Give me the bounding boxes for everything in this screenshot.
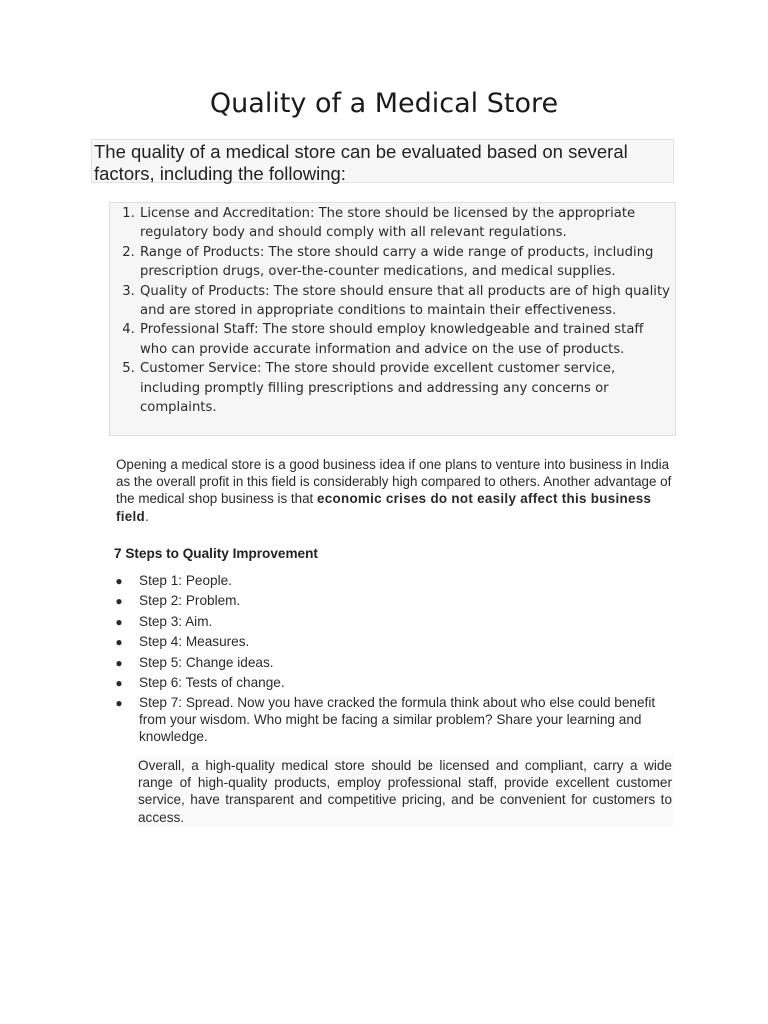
business-paragraph bbox=[116, 456, 674, 525]
bullet-icon: ● bbox=[115, 696, 123, 711]
bullet-icon: ● bbox=[115, 614, 123, 629]
step-text: Step 5: Change ideas. bbox=[139, 654, 274, 670]
factors-list bbox=[110, 204, 671, 417]
step-text: Step 6: Tests of change. bbox=[139, 674, 285, 690]
bullet-icon: ● bbox=[115, 574, 123, 588]
step-item bbox=[114, 655, 674, 672]
factor-item: 5. Customer Service: The store should provide excellent customer service, including promptly filling prescriptions and addressing any concerns or complaints. bbox=[139, 359, 671, 417]
step-text: Step 3: Aim. bbox=[139, 613, 213, 629]
summary-paragraph: Overall, a high-quality medical store should be licensed and compliant, carry a wide range of high-quality products, employ professional staff, provide excellent customer service, have transparent and competitive pricing, and be convenient for customers to access. bbox=[136, 756, 674, 827]
intro-text: The quality of a medical store can be evaluated based on several factors, including the following: bbox=[91, 139, 674, 183]
factor-item: 4. Professional Staff: The store should employ knowledgeable and trained staff who can provide accurate information and advice on the use of products. bbox=[139, 320, 671, 359]
step-item bbox=[114, 634, 674, 651]
factor-item: 1. License and Accreditation: The store should be licensed by the appropriate regulatory body and should comply with all relevant regulations. bbox=[139, 204, 671, 243]
page-title: Quality of a Medical Store bbox=[209, 88, 559, 119]
steps-list bbox=[114, 573, 674, 749]
factor-item: 2. Range of Products: The store should carry a wide range of products, including prescription drugs, over-the-counter medications, and medical supplies. bbox=[139, 243, 671, 282]
step-item bbox=[114, 614, 674, 631]
step-item bbox=[114, 695, 674, 745]
bullet-icon: ● bbox=[115, 594, 123, 609]
step-item bbox=[114, 573, 674, 590]
steps-heading: 7 Steps to Quality Improvement bbox=[114, 546, 318, 561]
step-text: Step 4: Measures. bbox=[139, 634, 250, 650]
step-text: Step 1: People. bbox=[139, 573, 232, 588]
bullet-icon: ● bbox=[115, 635, 123, 650]
paragraph-text: Opening a medical store is a good business idea if one plans to venture into business in India as the overall profit in this field is considerably high compared to others. Another advantage of the medical shop business is that bbox=[116, 457, 672, 507]
step-item bbox=[114, 675, 674, 692]
bullet-icon: ● bbox=[115, 675, 123, 690]
paragraph-bold-text: economic crises do not easily affect this business field bbox=[116, 491, 652, 524]
step-text: Step 7: Spread. Now you have cracked the formula think about who else could benefit from your wisdom. Who might be facing a similar problem? Share your learning and knowledge. bbox=[139, 695, 656, 744]
step-item bbox=[114, 593, 674, 610]
factor-item: 3. Quality of Products: The store should ensure that all products are of high quality and are stored in appropriate conditions to maintain their effectiveness. bbox=[139, 282, 671, 321]
paragraph-end: . bbox=[145, 508, 149, 524]
factors-box bbox=[109, 202, 676, 436]
bullet-icon: ● bbox=[115, 655, 123, 670]
step-text: Step 2: Problem. bbox=[139, 593, 241, 609]
